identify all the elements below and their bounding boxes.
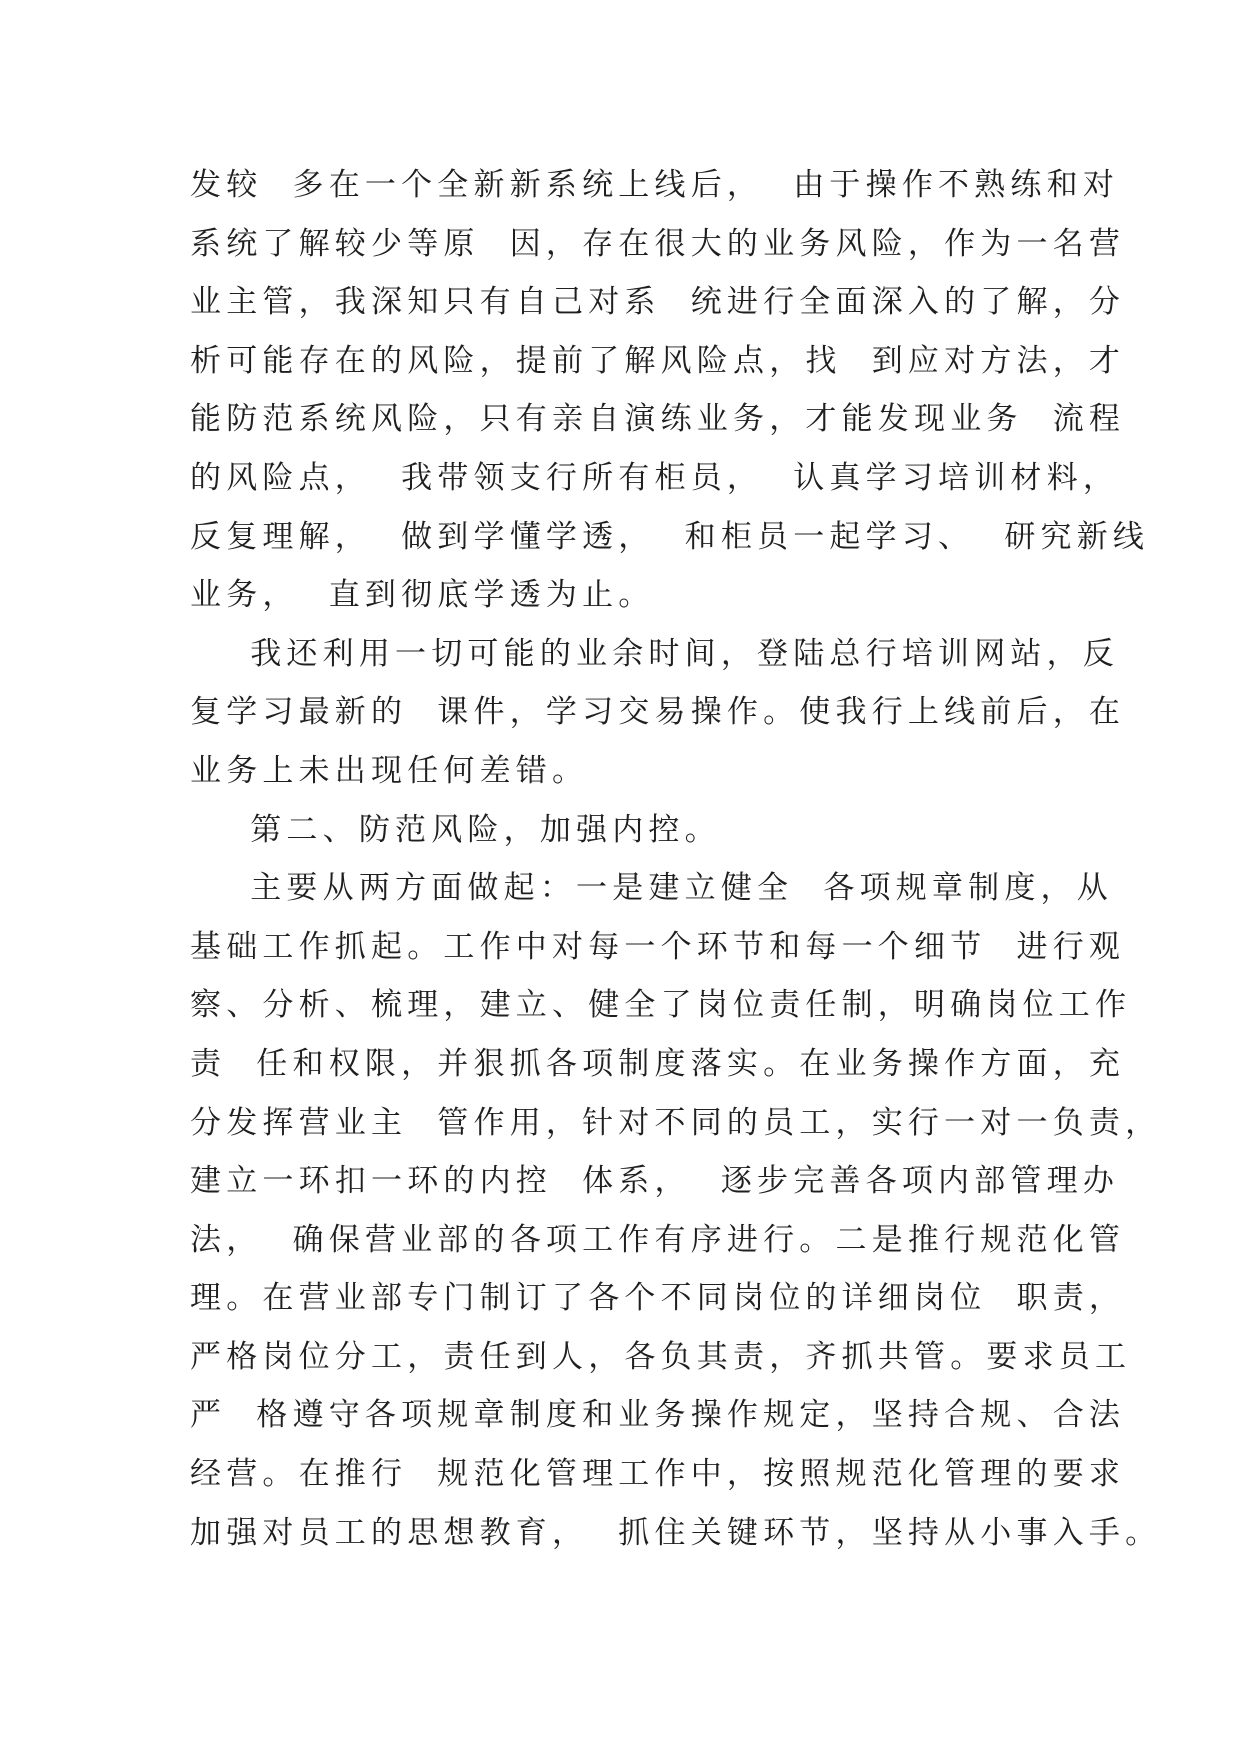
text-line: 法， 确保营业部的各项工作有序进行。二是推行规范化管: [190, 1221, 1126, 1258]
text-line: 的风险点， 我带领支行所有柜员， 认真学习培训材料，: [190, 459, 1120, 496]
text-line: 严格岗位分工，责任到人，各负其责，齐抓共管。要求员工: [190, 1338, 1132, 1375]
text-line: 业主管，我深知只有自己对系 统进行全面深入的了解，分: [190, 284, 1126, 321]
text-line: 经营。在推行 规范化管理工作中，按照规范化管理的要求: [190, 1456, 1126, 1493]
text-line: 能防范系统风险，只有亲自演练业务，才能发现业务 流程: [190, 401, 1126, 438]
document-body: [190, 156, 1162, 1562]
text-line: 加强对员工的思想教育， 抓住关键环节，坚持从小事入手。: [190, 1514, 1162, 1551]
text-line: 基础工作抓起。工作中对每一个环节和每一个细节 进行观: [190, 928, 1126, 965]
text-line: 建立一环扣一环的内控 体系， 逐步完善各项内部管理办: [190, 1163, 1120, 1200]
text-line: 责 任和权限，并狠抓各项制度落实。在业务操作方面，充: [190, 1045, 1126, 1082]
text-line: 理。在营业部专门制订了各个不同岗位的详细岗位 职责，: [190, 1280, 1126, 1317]
text-line: 我还利用一切可能的业余时间，登陆总行培训网站，反: [190, 635, 1120, 672]
text-line: 业务上未出现任何差错。: [190, 752, 589, 789]
text-line: 发较 多在一个全新新系统上线后， 由于操作不熟练和对: [190, 167, 1120, 203]
text-line: 系统了解较少等原 因，存在很大的业务风险，作为一名营: [190, 225, 1126, 262]
text-line: 严 格遵守各项规章制度和业务操作规定，坚持合规、合法: [190, 1397, 1126, 1434]
text-line: 分发挥营业主 管作用，针对不同的员工，实行一对一负责，: [190, 1104, 1162, 1141]
text-line: 业务， 直到彻底学透为止。: [190, 577, 655, 614]
text-line: 复学习最新的 课件，学习交易操作。使我行上线前后，在: [190, 694, 1126, 731]
text-line: 察、分析、梳理，建立、健全了岗位责任制，明确岗位工作: [190, 987, 1132, 1024]
text-line: 反复理解， 做到学懂学透， 和柜员一起学习、 研究新线: [190, 518, 1150, 555]
section-heading-line: 第二、防范风险，加强内控。: [190, 811, 721, 848]
text-line: 主要从两方面做起：一是建立健全 各项规章制度，从: [190, 870, 1113, 907]
text-line: 析可能存在的风险，提前了解风险点，找 到应对方法，才: [190, 342, 1126, 379]
